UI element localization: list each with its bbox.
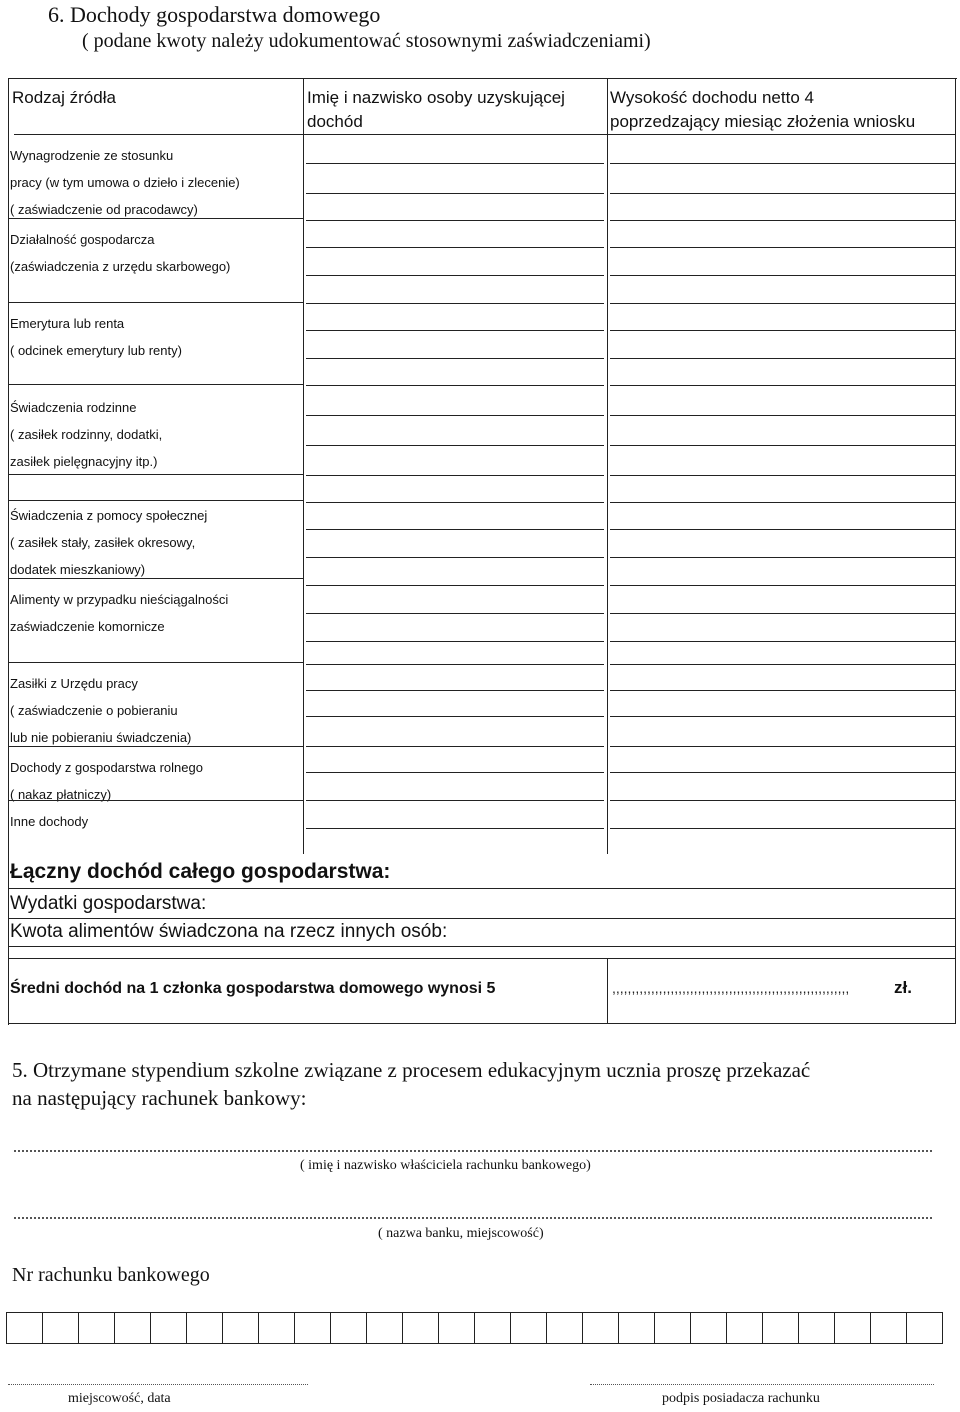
account-digit-box[interactable] [294,1312,331,1344]
row-separator [8,218,304,219]
row-separator [8,474,304,475]
person-entry-line [306,529,604,530]
person-entry-line [306,415,604,416]
person-entry-line [306,220,604,221]
person-entry-line [306,828,604,829]
total-income-label: Łączny dochód całego gospodarstwa: [10,860,391,883]
row-pension: Emerytura lub renta ( odcinek emerytury lub renty) [10,316,182,358]
account-digit-box[interactable] [618,1312,655,1344]
row-farm: Dochody z gospodarstwa rolnego ( nakaz płatniczy) [10,760,203,802]
income-entry-line [610,275,956,276]
row-alimony: Alimenty w przypadku nieściągalności zaświadczenie komornicze [10,592,229,634]
column-divider-person [303,78,304,854]
account-digit-box[interactable] [222,1312,259,1344]
income-entry-line [610,828,956,829]
summary-separator [8,946,956,947]
person-entry-line [306,746,604,747]
income-entry-line [610,163,956,164]
row-separator [8,746,304,747]
account-digit-box[interactable] [726,1312,763,1344]
income-entry-line [610,585,956,586]
income-entry-line [610,557,956,558]
income-entry-line [610,772,956,773]
table-bottom-border [8,1023,956,1024]
income-entry-line [610,746,956,747]
person-entry-line [306,641,604,642]
column-divider-income [607,78,608,854]
account-digit-box[interactable] [798,1312,835,1344]
person-entry-line [306,716,604,717]
expenses-label: Wydatki gospodarstwa: [10,893,207,914]
column-divider-average [607,958,608,1024]
person-entry-line [306,330,604,331]
row-other: Inne dochody [10,814,89,829]
person-entry-line [306,613,604,614]
account-digit-box[interactable] [78,1312,115,1344]
average-income-label: Średni dochód na 1 członka gospodarstwa domowego wynosi 5 [10,980,496,997]
row-business: Działalność gospodarcza (zaświadczenia z urzędu skarbowego) [10,232,231,274]
income-entry-line [610,800,956,801]
account-digit-box[interactable] [366,1312,403,1344]
row-unemployment: Zasiłki z Urzędu pracy ( zaświadczenie o pobieraniu lub nie pobieraniu świadczenia) [10,676,192,745]
summary-separator [8,918,956,919]
account-digit-box[interactable] [186,1312,223,1344]
column-header-person-line1: Imię i nazwisko osoby uzyskującej [307,88,565,107]
summary-separator [8,958,956,959]
income-entry-line [610,445,956,446]
row-separator [8,384,304,385]
income-entry-line [610,385,956,386]
person-entry-line [306,690,604,691]
person-entry-line [306,664,604,665]
person-entry-line [306,163,604,164]
person-entry-line [306,502,604,503]
person-entry-line [306,247,604,248]
person-entry-line [306,193,604,194]
income-entry-line [610,358,956,359]
account-digit-box[interactable] [690,1312,727,1344]
summary-separator [8,888,956,889]
row-separator [8,662,304,663]
alimony-paid-label: Kwota alimentów świadczona na rzecz innych osób: [10,921,448,942]
row-separator [8,800,304,801]
row-separator [8,302,304,303]
income-entry-line [610,502,956,503]
person-entry-line [306,557,604,558]
account-digit-box[interactable] [510,1312,547,1344]
account-digit-box[interactable] [582,1312,619,1344]
column-header-income-line2: poprzedzający miesiąc złożenia wniosku [610,112,916,131]
income-entry-line [610,415,956,416]
account-number-label: Nr rachunku bankowego [12,1264,210,1286]
row-family-benefits: Świadczenia rodzinne ( zasiłek rodzinny, dodatki, zasiłek pielęgnacyjny itp.) [10,400,163,469]
average-income-dots: ,,,,,,,,,,,,,,,,,,,,,,,,,,,,,,,,,,,,,,,,,,,,,,,,,,,,,,,,,,,,, [612,980,850,996]
income-entry-line [610,716,956,717]
person-entry-line [306,585,604,586]
account-digit-box[interactable] [546,1312,583,1344]
signature-field[interactable] [590,1384,934,1385]
column-header-income-line1: Wysokość dochodu netto 4 [610,88,814,107]
row-social-assistance: Świadczenia z pomocy społecznej ( zasiłek stały, zasiłek okresowy, dodatek mieszkaniowy) [10,508,208,577]
person-entry-line [306,800,604,801]
account-digit-box[interactable] [762,1312,799,1344]
income-entry-line [610,193,956,194]
income-entry-line [610,330,956,331]
account-digit-box[interactable] [870,1312,907,1344]
bank-name-field[interactable] [14,1217,932,1219]
account-digit-box[interactable] [474,1312,511,1344]
income-entry-line [610,303,956,304]
row-separator [8,500,304,501]
person-entry-line [306,275,604,276]
account-digit-box[interactable] [258,1312,295,1344]
account-digit-box[interactable] [906,1312,943,1344]
income-entry-line [610,641,956,642]
account-digit-box[interactable] [42,1312,79,1344]
row-employment: Wynagrodzenie ze stosunku pracy (w tym umowa o dzieło i zlecenie) ( zaświadczenie od pracodawcy) [10,148,240,217]
person-entry-line [306,772,604,773]
currency-label: zł. [894,978,912,997]
place-date-field[interactable] [8,1384,308,1385]
column-header-source: Rodzaj źródła [12,88,116,107]
person-entry-line [306,303,604,304]
account-digit-box[interactable] [114,1312,151,1344]
account-digit-box[interactable] [654,1312,691,1344]
account-owner-field[interactable] [14,1150,932,1152]
place-date-caption: miejscowość, data [68,1391,171,1406]
account-digit-box[interactable] [330,1312,367,1344]
header-underline [14,134,956,135]
income-entry-line [610,475,956,476]
income-entry-line [610,220,956,221]
person-entry-line [306,385,604,386]
bank-name-caption: ( nazwa banku, miejscowość) [378,1226,544,1241]
income-entry-line [610,247,956,248]
row-separator [8,578,304,579]
person-entry-line [306,445,604,446]
account-digit-box[interactable] [6,1312,43,1344]
person-entry-line [306,358,604,359]
income-entry-line [610,613,956,614]
signature-caption: podpis posiadacza rachunku [662,1391,820,1406]
account-digit-box[interactable] [150,1312,187,1344]
income-entry-line [610,664,956,665]
section-6-title: 6. Dochody gospodarstwa domowego [48,2,381,27]
income-entry-line [610,529,956,530]
person-entry-line [306,475,604,476]
account-digit-box[interactable] [402,1312,439,1344]
account-owner-caption: ( imię i nazwisko właściciela rachunku bankowego) [300,1158,591,1173]
section-5-text: 5. Otrzymane stypendium szkolne związane z procesem edukacyjnym ucznia proszę przekazać na następujący rachunek bankowy: [12,1058,811,1110]
account-digit-box[interactable] [834,1312,871,1344]
section-6-subtitle: ( podane kwoty należy udokumentować stosownymi zaświadczeniami) [82,30,651,52]
account-digit-box[interactable] [438,1312,475,1344]
income-entry-line [610,690,956,691]
table-right-border [955,78,956,1024]
column-header-person-line2: dochód [307,112,363,131]
